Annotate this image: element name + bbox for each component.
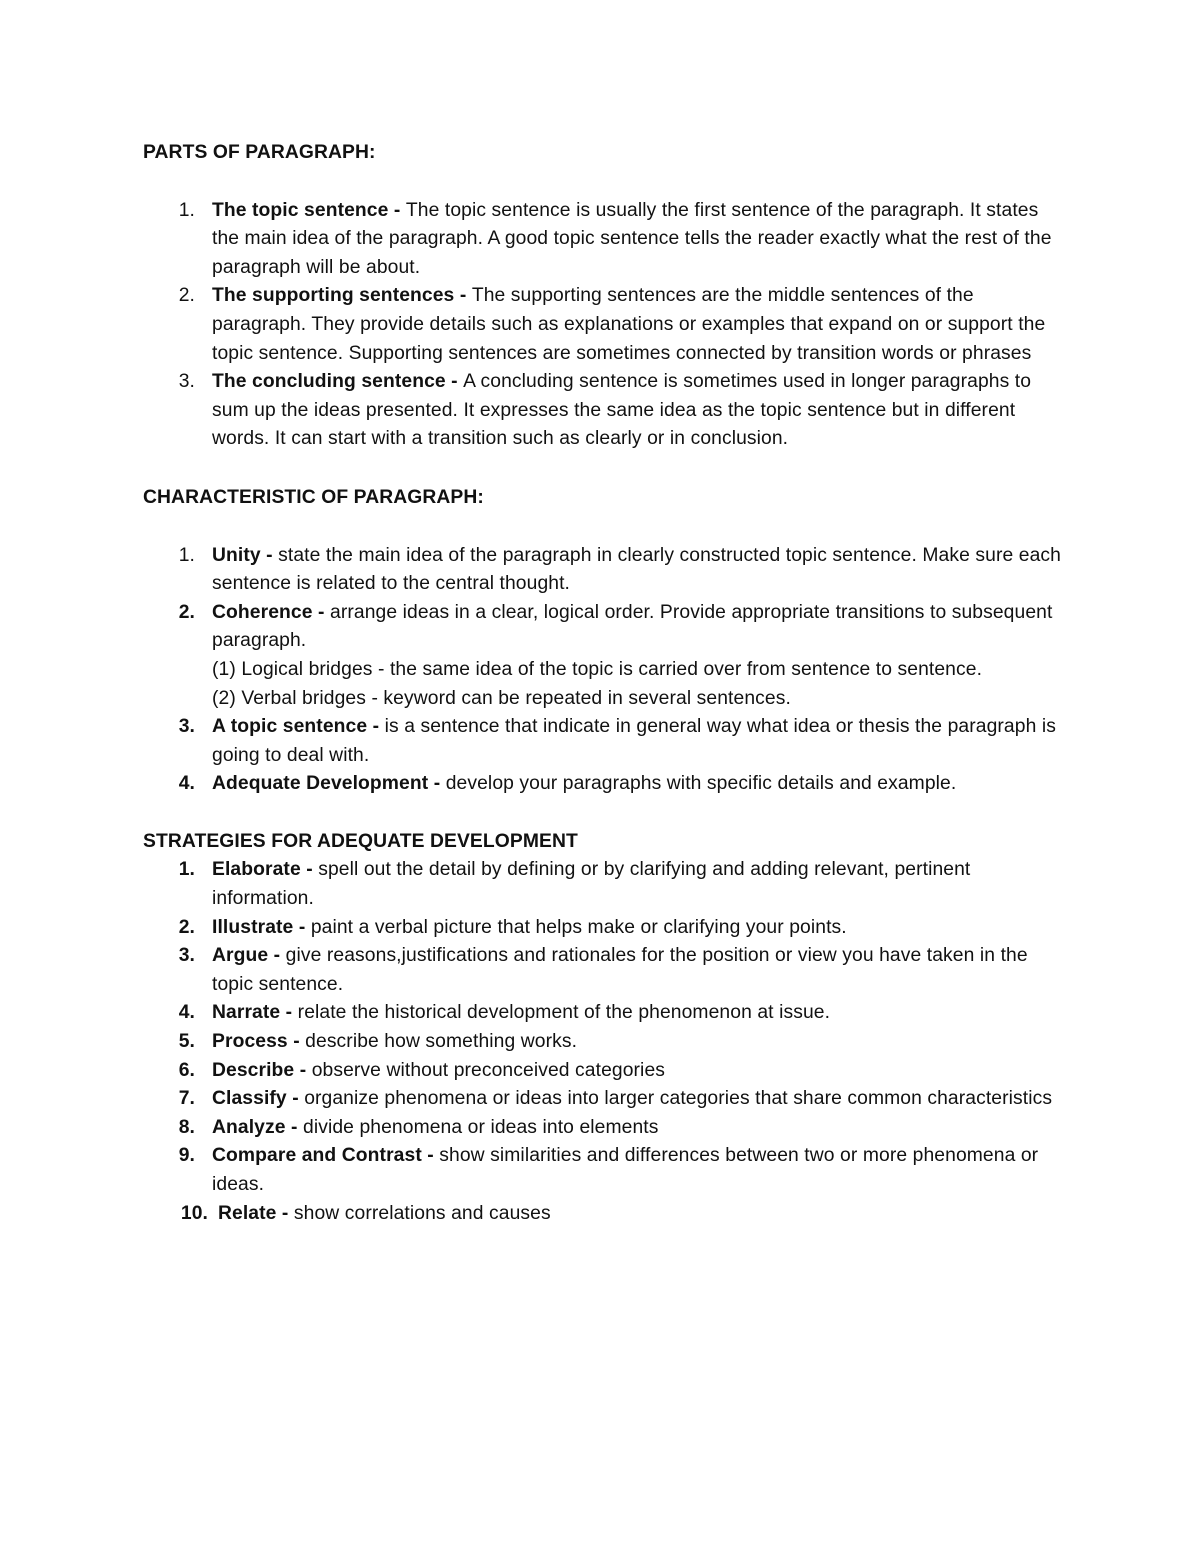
item-number: 1. [178,859,195,881]
item-term: The topic sentence - [212,199,406,221]
item-number: 4. [178,773,195,795]
item-number: 2. [178,285,195,307]
item-text: arrange ideas in a clear, logical order. Provide appropriate transitions to subsequent paragraph. [212,601,1053,652]
item-text: The topic sentence is usually the first sentence of the paragraph. It states the main idea of the paragraph. A good topic sentence tells the reader exactly what the rest of the paragraph will be about. [212,199,1052,278]
parts-heading: PARTS OF PARAGRAPH: [143,142,376,163]
characteristics-list [143,542,1063,799]
item-number: 3. [178,716,195,738]
item-term: Argue - [212,945,286,967]
item-text: is a sentence that indicate in general way what idea or thesis the paragraph is going to deal with. [212,716,1056,766]
list-item [143,368,1063,454]
list-item [143,999,1063,1028]
item-term: Analyze - [212,1116,304,1138]
item-term: Illustrate - [212,916,311,938]
sub-point: (1) Logical bridges - the same idea of the topic is carried over from sentence to sentence. [212,658,983,680]
item-term: The concluding sentence - [212,371,464,393]
item-number: 3. [178,371,195,393]
item-term: Adequate Development - [212,773,446,795]
list-item [143,1085,1063,1114]
item-text: relate the historical development of the phenomenon at issue. [297,1002,831,1024]
item-term: Unity - [212,544,279,566]
item-number: 2. [178,916,195,938]
item-number: 3. [178,945,195,967]
item-number: 10. [180,1202,208,1224]
item-text: paint a verbal picture that helps make or clarifying your points. [310,916,847,938]
item-number: 4. [178,1002,195,1024]
item-text: show similarities and differences between two or more phenomena or ideas. [212,1145,1039,1195]
list-item [143,1114,1063,1143]
item-text: The supporting sentences are the middle sentences of the paragraph. They provide details such as explanations or examples that expand on or support the topic sentence. Supporting sentences are sometimes connected by transition words or phrases [212,285,1046,364]
item-term: Narrate - [212,1002,298,1024]
list-item [143,942,1063,999]
parts-list [143,197,1063,454]
item-term: Coherence - [212,601,330,623]
characteristics-heading: CHARACTERISTIC OF PARAGRAPH: [143,486,484,508]
list-item [143,1028,1063,1057]
list-item [143,770,1063,799]
item-term: Describe - [212,1059,312,1081]
item-text: develop your paragraphs with specific details and example. [445,773,957,795]
document-body [143,139,1063,1228]
item-text: observe without preconceived categories [311,1059,666,1081]
list-item [143,914,1063,943]
sub-point: (2) Verbal bridges - keyword can be repeated in several sentences. [212,687,791,709]
list-item [143,1057,1063,1086]
item-text: spell out the detail by defining or by clarifying and adding relevant, pertinent information. [212,859,971,910]
item-number: 6. [178,1059,195,1081]
item-number: 2. [178,601,195,623]
item-term: Relate - [218,1202,294,1224]
list-item [143,713,1063,770]
list-item [143,599,1063,713]
list-item [143,1142,1063,1199]
item-text: describe how something works. [305,1031,578,1053]
item-term: Compare and Contrast - [212,1145,440,1167]
item-text: organize phenomena or ideas into larger categories that share common characteristics [304,1088,1053,1110]
item-number: 1. [178,544,195,566]
item-number: 5. [178,1031,195,1053]
item-term: Classify - [212,1088,305,1110]
list-item [143,197,1063,283]
item-term: Process - [212,1031,306,1053]
list-item [143,1200,1063,1229]
strategies-list [143,856,1063,1228]
item-text: show correlations and causes [293,1202,551,1224]
item-term: The supporting sentences - [212,285,472,307]
item-number: 7. [178,1088,195,1110]
item-text: state the main idea of the paragraph in clearly constructed topic sentence. Make sure each sentence is related to the central thought. [212,544,1061,595]
item-term: A topic sentence - [212,716,385,738]
item-number: 8. [178,1116,195,1138]
list-item [143,542,1063,599]
list-item [143,856,1063,913]
item-text: give reasons,justifications and rationales for the position or view you have taken in the topic sentence. [212,945,1028,995]
item-number: 9. [178,1145,195,1167]
strategies-heading: STRATEGIES FOR ADEQUATE DEVELOPMENT [143,830,578,852]
list-item [143,282,1063,368]
item-text: divide phenomena or ideas into elements [303,1116,659,1138]
item-text: A concluding sentence is sometimes used in longer paragraphs to sum up the ideas presented. It expresses the same idea as the topic sentence but in different words. It can start with a transition such as clearly or in conclusion. [212,371,1032,450]
item-term: Elaborate - [212,859,319,881]
item-number: 1. [178,199,195,221]
